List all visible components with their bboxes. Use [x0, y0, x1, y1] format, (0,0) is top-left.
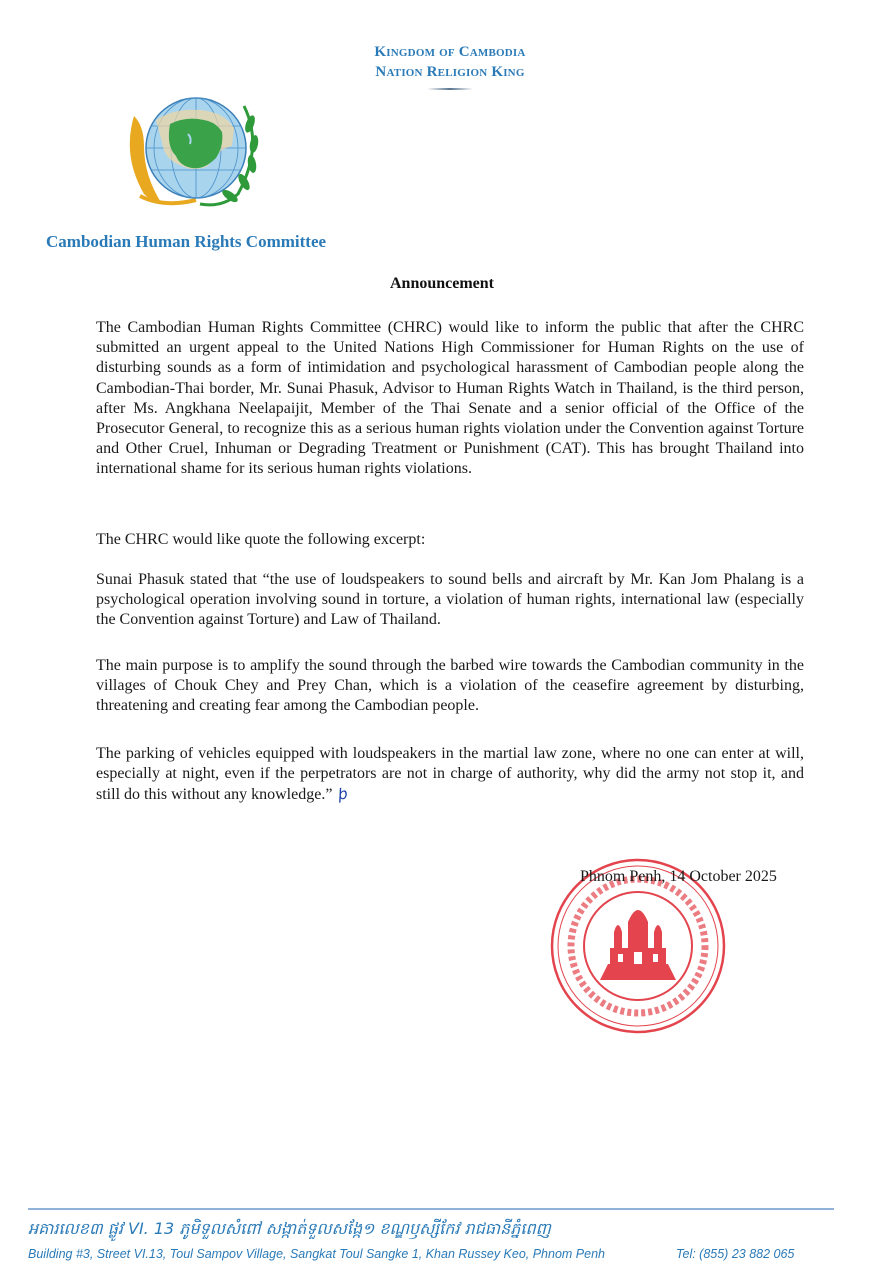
paragraph-quote-3: [96, 744, 804, 806]
place-and-date: Phnom Penh, 14 October 2025: [580, 868, 777, 885]
handwritten-initial-icon: ϸ: [337, 784, 350, 804]
paragraph-quote-3-text: The parking of vehicles equipped with loudspeakers in the martial law zone, where no one can enter at will, especially at night, even if the perpetrators are not in charge of authority, why did the army not stop it, and still do this without any knowledge.”: [96, 745, 804, 804]
kingdom-line: Kingdom of Cambodia: [374, 44, 526, 60]
ornament-divider-icon: [427, 88, 473, 90]
paragraph-intro: The Cambodian Human Rights Committee (CHRC) would like to inform the public that after the CHRC submitted an urgent appeal to the United Nations High Commissioner for Human Rights on the use of disturbing sounds as a form of intimidation and psychological harassment of Cambodian people along the Cambodian-Thai border, Mr. Sunai Phasuk, Advisor to Human Rights Watch in Thailand, is the third person, after Ms. Angkhana Neelapaijit, Member of the Thai Senate and a senior official of the Office of the Prosecutor General, to recognize this as a serious human rights violation under the Convention against Torture and Other Cruel, Inhuman or Degrading Treatment or Punishment (CAT). This has brought Thailand into international shame for its serious human rights violations.: [96, 319, 804, 478]
paragraph-quote-1: Sunai Phasuk stated that “the use of loudspeakers to sound bells and aircraft by Mr. Kan Jom Phalang is a psychological operation involving sound in torture, a violation of human rights, international law (especially the Convention against Torture) and Law of Thailand.: [96, 571, 804, 629]
nation-religion-king-line: Nation Religion King: [375, 64, 525, 80]
footer-address-english: Building #3, Street VI.13, Toul Sampov Village, Sangkat Toul Sangke 1, Khan Russey Keo, Phnom Penh: [28, 1247, 605, 1261]
footer-address-khmer: អគារលេខ៣ ផ្លូវ VI. 13 ភូមិទួលសំពៅ សង្កាត់ទួលសង្កែ១ ខណ្ឌឫស្សីកែវ រាជធានីភ្នំពេញ: [28, 1219, 551, 1238]
chrc-logo-icon: [104, 76, 274, 226]
paragraph-quote-lead: The CHRC would like quote the following excerpt:: [96, 531, 426, 548]
national-motto: [340, 42, 560, 90]
footer-divider: [28, 1208, 834, 1210]
footer-telephone: Tel: (855) 23 882 065: [676, 1247, 795, 1261]
document-title: Announcement: [389, 275, 494, 292]
paragraph-quote-2: The main purpose is to amplify the sound through the barbed wire towards the Cambodian community in the villages of Chouk Chey and Prey Chan, which is a violation of the ceasefire agreement by disturbing, threatening and creating fear among the Cambodian people.: [96, 657, 804, 715]
organization-name: Cambodian Human Rights Committee: [46, 232, 327, 251]
